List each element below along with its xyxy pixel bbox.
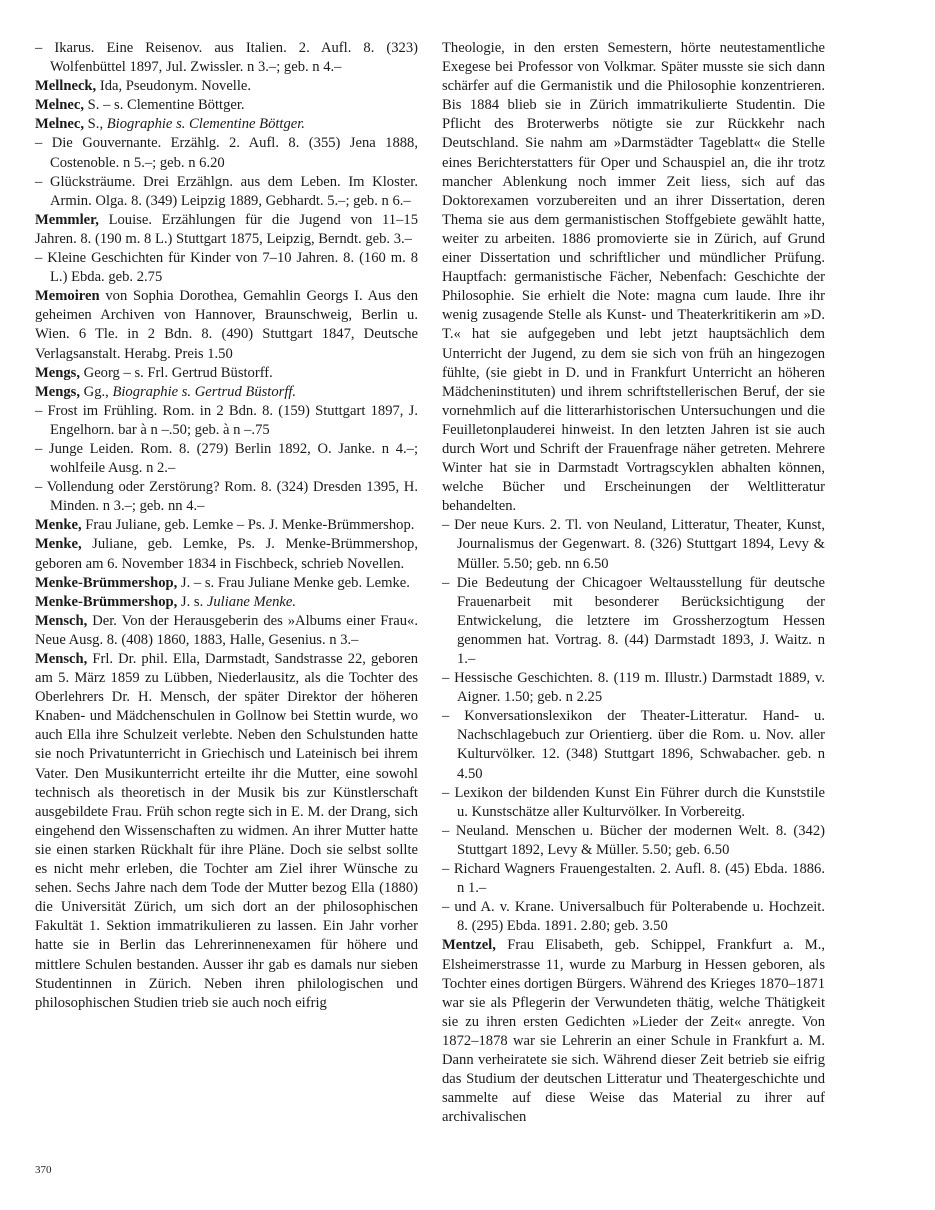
right-column [442, 39, 825, 1127]
entry-text: J. – s. Frau Juliane Menke geb. Lemke. [177, 574, 410, 591]
entry-text: Frau Elisabeth, geb. Schippel, Frankfurt a. M., Elsheimerstrasse 11, wurde zu Marburg in Hessen geboren, als Tochter eines dortigen Bürgers. Während des Krieges 1870–1871 war sie als Pflegerin der Verwundeten thätig, welche Thätigkeit sie zu ihren ersten Gedichten »Lieder der Zeit« anregte. Von 1872–1878 war sie Lehrerin an einer Schule in Frankfurt a. M. Dann verheiratete sie sich. Während dieser Zeit betrieb sie eifrig das Studium der deutschen Litteratur und Theatergeschichte und sammelte auf diese Weise das Material zu ihrer auf archivalischen [442, 937, 825, 1126]
entry-continuation [442, 669, 825, 707]
entry-continuation [35, 173, 418, 211]
entry-italic-text: Juliane Menke. [206, 593, 297, 610]
entry-text: J. s. [177, 593, 207, 610]
entry-text: – Ikarus. Eine Reisenov. aus Italien. 2. Aufl. 8. (323) Wolfenbüttel 1897, Jul. Zwissler. n 3.–; geb. n 4.– [35, 40, 418, 76]
dictionary-entry [35, 77, 418, 96]
dictionary-entry [35, 593, 418, 612]
entry-continuation [442, 822, 825, 860]
entry-text: von Sophia Dorothea, Gemahlin Georgs I. Aus den geheimen Archiven von Hannover, Braunschweig, Berlin u. Wien. 6 Tle. in 2 Bdn. 8. (490) Stuttgart 1847, Deutsche Verlagsanstalt. Herabg. Preis 1.50 [35, 288, 418, 362]
entry-text: – Konversationslexikon der Theater-Litteratur. Hand- u. Nachschlagebuch zur Orientierg. über die Rom. u. Nov. aller Kulturvölker. 12. (348) Stuttgart 1896, Schwabacher. geb. n 4.50 [442, 708, 825, 782]
entry-text: Gg., [80, 383, 113, 400]
entry-italic-text: Biographie s. Clementine Böttger. [106, 116, 305, 133]
dictionary-entry [442, 936, 825, 1127]
dictionary-entry [35, 574, 418, 593]
dictionary-entry [35, 96, 418, 115]
entry-continuation [35, 249, 418, 287]
entry-text: – Die Bedeutung der Chicagoer Weltausstellung für deutsche Frauenarbeit mit besonderer Berücksichtigung der Entwickelung, die letztere im Grossherzogtum Hessen genommen hat. Vortrag. 8. (44) Darmstadt 1893, J. Waitz. n 1.– [442, 574, 825, 667]
entry-italic-text: Biographie s. Gertrud Büstorff. [112, 383, 297, 400]
entry-continuation [35, 39, 418, 77]
entry-text: – Richard Wagners Frauengestalten. 2. Aufl. 8. (45) Ebda. 1886. n 1.– [442, 861, 825, 897]
entry-headword: Mengs, [35, 364, 80, 381]
entry-text: Frau Juliane, geb. Lemke – Ps. J. Menke-Brümmershop. [81, 517, 415, 534]
dictionary-entry [35, 383, 418, 402]
entry-text: – Lexikon der bildenden Kunst Ein Führer durch die Kunststile u. Kunstschätze aller Kulturvölker. In Vorbereitg. [442, 784, 825, 820]
entry-text: Der. Von der Herausgeberin des »Albums einer Frau«. Neue Ausg. 8. (408) 1860, 1883, Halle, Gesenius. n 3.– [35, 612, 418, 648]
entry-text: – Kleine Geschichten für Kinder von 7–10 Jahren. 8. (160 m. 8 L.) Ebda. geb. 2.75 [35, 250, 418, 286]
entry-headword: Mensch, [35, 612, 88, 629]
dictionary-entry [35, 115, 418, 134]
entry-headword: Mellneck, [35, 78, 97, 95]
entry-headword: Melnec, [35, 116, 85, 133]
entry-text: – Glücksträume. Drei Erzählgn. aus dem Leben. Im Kloster. Armin. Olga. 8. (349) Leipzig 1889, Gebhardt. 5.–; geb. n 6.– [35, 173, 418, 209]
entry-continuation [35, 134, 418, 172]
entry-text: – Die Gouvernante. Erzählg. 2. Aufl. 8. (355) Jena 1888, Costenoble. n 5.–; geb. n 6.20 [35, 135, 418, 171]
entry-text: – Der neue Kurs. 2. Tl. von Neuland, Litteratur, Theater, Kunst, Journalismus der Gegenwart. 8. (326) Stuttgart 1894, Levy & Müller. 5.50; geb. nn 6.50 [442, 517, 825, 572]
entry-continuation [442, 516, 825, 573]
entry-continuation [35, 478, 418, 516]
entry-headword: Mentzel, [442, 937, 496, 954]
entry-text: – Hessische Geschichten. 8. (119 m. Illustr.) Darmstadt 1889, v. Aigner. 1.50; geb. n 2.25 [442, 670, 825, 706]
entry-text: – Vollendung oder Zerstörung? Rom. 8. (324) Dresden 1395, H. Minden. n 3.–; geb. nn 4.– [35, 479, 418, 515]
dictionary-entry [35, 287, 418, 363]
entry-headword: Menke-Brümmershop, [35, 574, 178, 591]
entry-text: Ida, Pseudonym. Novelle. [96, 78, 252, 95]
entry-text: Georg – s. Frl. Gertrud Büstorff. [80, 364, 273, 381]
entry-headword: Mensch, [35, 651, 88, 667]
entry-headword: Melnec, [35, 97, 85, 114]
left-column [35, 39, 418, 1013]
dictionary-entry [35, 535, 418, 573]
entry-continuation [442, 898, 825, 936]
entry-text: Theologie, in den ersten Semestern, hörte neutestamentliche Exegese bei Professor von Volkmar. Später musste sie sich dann schärfer auf die Germanistik und die Philosophie konzentrieren. Bis 1884 blieb sie in Zürich immatrikulierte Studentin. Die Pflicht des Broterwerbs nötigte sie zur Rückkehr nach Deutschland. Sie nahm am »Darmstädter Tageblatt« die Stelle eines Berichterstatters für Oper und Schauspiel an, die ihr trotz mancher Ablenkung noch immer Zeit liess, sich auf das Doktorexamen vorzubereiten und an ihrer Dissertation, deren Thema sie aus dem germanistischen Stoffgebiete gewählt hatte, weiter zu arbeiten. 1886 promovierte sie in Zürich, auf Grund einer Dissertation und schriftlicher und mündlicher Prüfung. Hauptfach: germanistische Fächer, Nebenfach: Geschichte der Philosophie. Sie erhielt die Note: magna cum laude. Ihre ihr wenig zusagende Stelle als Kunst- und Theaterkritikerin am »D. T.« hat sie aufgegeben und lebt jetzt hauptsächlich dem Unterricht der Jugend, zu dem sie sich von früh an hingezogen fühlte, (sie giebt in D. und in Frankfurt Unterricht an höheren Mädcheninstituten) und ihrem schriftstellerischen Beruf, der sie vornehmlich auf die litterarhistorischen Untersuchungen und die Feuilletonplauderei hinweist. In den letzten Jahren ist sie auch durch Wort und Schrift der Frauenfrage näher getreten. Mehrere Winter hat sie in Darmstadt Vortragscyklen abhalten können, welche Bücher und Erscheinungen der Weltlitteratur behandelten. [442, 40, 825, 515]
dictionary-entry [35, 364, 418, 383]
entry-headword: Memmler, [35, 211, 99, 228]
entry-continuation [442, 574, 825, 669]
entry-text: Frl. Dr. phil. Ella, Darmstadt, Sandstrasse 22, geboren am 5. März 1859 zu Lübben, Niederlausitz, als die Tochter des Oberlehrers Dr. H. Mensch, der später Direktor der höheren Knaben- und Mädchenschulen in Gollnow bei Stettin wurde, wo auch Ella ihre Schulzeit verlebte. Neben den Schulstunden hatte sie noch Privatunterricht in Griechisch und Lateinisch bei ihrem Vater. Den Musikunterricht erteilte ihr die Mutter, eine sowohl technisch als theoretisch in der Musik bis zur Künstlerschaft ausgebildete Frau. Früh schon regte sich in E. M. der Drang, sich eingehend den Wissenschaften zu widmen. An ihrer Mutter hatte sie einen starken Rückhalt für ihre Pläne. Doch sie selbst sollte es nicht mehr erleben, die Tochter am Ziel ihrer Wünsche zu sehen. Sechs Jahre nach dem Tode der Mutter bezog Ella (1880) die Universität Zürich, um sich dort an der philosophischen Fakultät 1. Sektion immatrikulieren zu lassen. Ein Jahr vorher hatte sie in Berlin das Lehrerinnenexamen für höhere und mittlere Schulen bestanden. Ausser ihr gab es damals nur sieben Studentinnen in Zürich. Neben ihren philologischen und philosophischen Studien trieb sie auch noch eifrig [35, 651, 418, 1011]
dictionary-entry [35, 211, 418, 249]
entry-continuation [35, 402, 418, 440]
entry-text: S., [84, 116, 107, 133]
entry-text: – Junge Leiden. Rom. 8. (279) Berlin 1892, O. Janke. n 4.–; wohlfeile Ausg. n 2.– [35, 440, 418, 477]
page-number: 370 [35, 1164, 52, 1176]
entry-text: Louise. Erzählungen für die Jugend von 11–15 Jahren. 8. (190 m. 8 L.) Stuttgart 1875, Leipzig, Berndt. geb. 3.– [35, 211, 418, 247]
entry-headword: Mengs, [35, 383, 80, 400]
entry-headword: Menke, [35, 536, 82, 553]
entry-headword: Menke-Brümmershop, [35, 593, 178, 610]
dictionary-entry [35, 650, 418, 1013]
entry-continuation [442, 707, 825, 783]
entry-text: Juliane, geb. Lemke, Ps. J. Menke-Brümmershop, geboren am 6. November 1834 in Fischbeck, schrieb Novellen. [35, 536, 418, 572]
entry-text: – Neuland. Menschen u. Bücher der modernen Welt. 8. (342) Stuttgart 1892, Levy & Müller. 5.50; geb. 6.50 [442, 822, 825, 858]
entry-text: – und A. v. Krane. Universalbuch für Polterabende u. Hochzeit. 8. (295) Ebda. 1891. 2.80; geb. 3.50 [442, 899, 825, 935]
dictionary-entry [35, 516, 418, 535]
entry-continuation [442, 39, 825, 516]
entry-continuation [35, 440, 418, 478]
entry-text: S. – s. Clementine Böttger. [84, 97, 245, 114]
dictionary-entry [35, 612, 418, 650]
entry-headword: Menke, [35, 517, 82, 534]
entry-continuation [442, 784, 825, 822]
entry-headword: Memoiren [35, 288, 100, 305]
entry-text: – Frost im Frühling. Rom. in 2 Bdn. 8. (159) Stuttgart 1897, J. Engelhorn. bar à n –.50; geb. à n –.75 [35, 402, 418, 438]
entry-continuation [442, 860, 825, 898]
